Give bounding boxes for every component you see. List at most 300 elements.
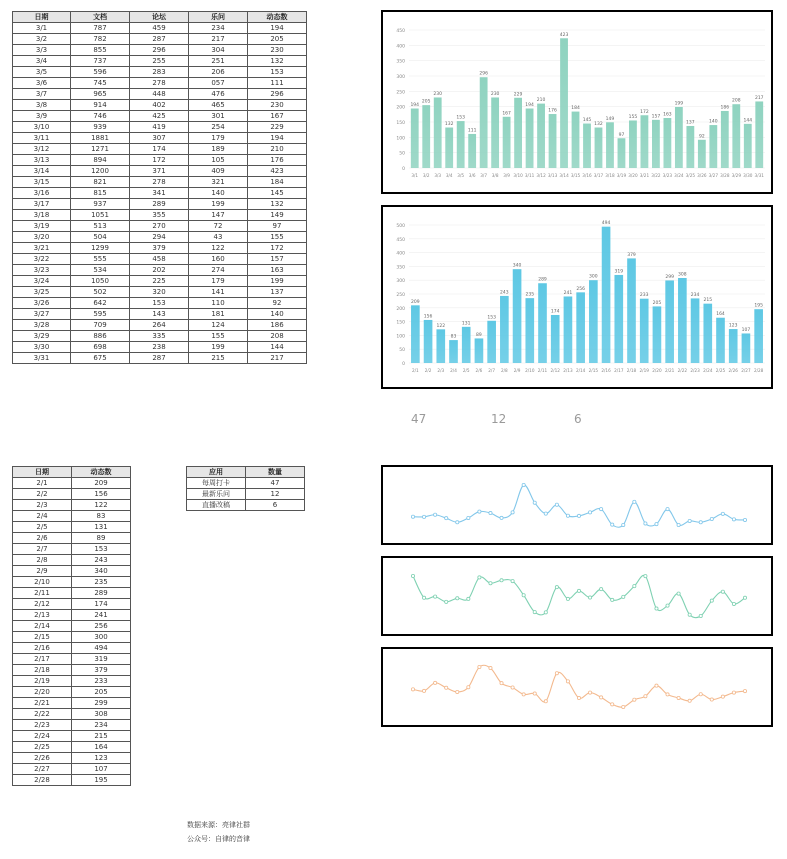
- data-point: [478, 665, 481, 668]
- table-cell: 直播改稿: [187, 500, 246, 511]
- table-cell: 243: [72, 555, 131, 566]
- table-cell: 1051: [71, 210, 130, 221]
- bar: [457, 121, 465, 168]
- x-tick-label: 3/19: [616, 173, 627, 178]
- table-cell: 555: [71, 254, 130, 265]
- data-point: [655, 522, 658, 525]
- bar: [742, 333, 751, 363]
- table-row: [13, 155, 307, 166]
- y-tick-label: 450: [396, 29, 405, 34]
- table-cell: 181: [189, 309, 248, 320]
- table-cell: 215: [189, 353, 248, 364]
- table-cell: 147: [189, 210, 248, 221]
- table-cell: 274: [189, 265, 248, 276]
- table-cell: 111: [248, 78, 307, 89]
- data-point: [588, 596, 591, 599]
- table-cell: 642: [71, 298, 130, 309]
- table-cell: 2/13: [13, 610, 72, 621]
- data-label: 132: [594, 122, 603, 128]
- table-row: [13, 742, 131, 753]
- y-tick-label: 200: [396, 105, 405, 111]
- data-point: [411, 688, 414, 691]
- data-point: [688, 613, 691, 616]
- table-cell: 202: [130, 265, 189, 276]
- table-row: [13, 588, 131, 599]
- table-row: [13, 67, 307, 78]
- y-tick-label: 350: [396, 265, 405, 271]
- x-tick-label: 3/14: [559, 173, 569, 178]
- table-cell: 3/8: [13, 100, 71, 111]
- table-cell: 2/5: [13, 522, 72, 533]
- table-cell: 1881: [71, 133, 130, 144]
- x-tick-label: 2/8: [500, 368, 508, 373]
- x-tick-label: 3/3: [434, 173, 442, 178]
- bar: [618, 138, 626, 168]
- bar: [576, 292, 585, 363]
- table-cell: 2/1: [13, 478, 72, 489]
- table-cell: 2/10: [13, 577, 72, 588]
- table-cell: 230: [248, 45, 307, 56]
- data-point: [633, 585, 636, 588]
- x-tick-label: 3/30: [743, 173, 753, 178]
- x-tick-label: 3/16: [582, 173, 592, 178]
- data-point: [611, 598, 614, 601]
- data-point: [467, 597, 470, 600]
- table-cell: 215: [72, 731, 131, 742]
- x-tick-label: 2/16: [601, 368, 611, 373]
- table-cell: 每周打卡: [187, 478, 246, 489]
- data-point: [644, 522, 647, 525]
- data-label: 379: [627, 252, 636, 258]
- bar: [755, 101, 763, 168]
- table-cell: 3/21: [13, 243, 71, 254]
- bar: [716, 318, 725, 363]
- data-label: 137: [686, 120, 695, 126]
- table-cell: 2/7: [13, 544, 72, 555]
- table-row: [13, 232, 307, 243]
- table-cell: 278: [130, 78, 189, 89]
- table-cell: 3/28: [13, 320, 71, 331]
- data-label: 319: [614, 269, 624, 275]
- bar: [606, 122, 614, 168]
- table-cell: 157: [248, 254, 307, 265]
- data-point: [600, 588, 603, 591]
- table-cell: 2/24: [13, 731, 72, 742]
- y-tick-label: 100: [396, 136, 405, 142]
- table-row: [13, 566, 131, 577]
- x-tick-label: 2/22: [677, 368, 688, 373]
- table-cell: 92: [248, 298, 307, 309]
- table-cell: 208: [248, 331, 307, 342]
- table-row: [13, 221, 307, 232]
- x-tick-label: 3/9: [503, 173, 510, 178]
- table-cell: 3/6: [13, 78, 71, 89]
- data-point: [500, 682, 503, 685]
- data-point: [566, 514, 569, 517]
- x-tick-label: 2/25: [715, 368, 726, 373]
- data-label: 194: [410, 103, 420, 109]
- data-label: 97: [618, 132, 625, 138]
- data-label: 122: [436, 323, 446, 329]
- bar: [491, 97, 499, 168]
- data-point: [710, 517, 713, 520]
- table-cell: 194: [248, 133, 307, 144]
- table-cell: 504: [71, 232, 130, 243]
- table-row: [13, 632, 131, 643]
- data-point: [489, 666, 492, 669]
- table-row: [13, 309, 307, 320]
- table-cell: 289: [130, 199, 189, 210]
- table-row: [13, 643, 131, 654]
- x-tick-label: 2/5: [462, 368, 470, 373]
- x-tick-label: 3/17: [593, 173, 604, 178]
- data-point: [710, 599, 713, 602]
- data-label: 256: [576, 286, 585, 292]
- table-cell: 3/7: [13, 89, 71, 100]
- feb-bar-chart-panel: [381, 205, 773, 389]
- table-cell: 234: [189, 23, 248, 34]
- data-label: 132: [444, 122, 454, 128]
- table-cell: 3/29: [13, 331, 71, 342]
- table-cell: 172: [248, 243, 307, 254]
- data-point: [511, 686, 514, 689]
- y-tick-label: 450: [396, 237, 405, 243]
- header-cell: 应用: [187, 467, 246, 478]
- data-point: [511, 511, 514, 514]
- bar: [422, 105, 430, 168]
- table-row: [13, 709, 131, 720]
- table-cell: 105: [189, 155, 248, 166]
- table-cell: 2/19: [13, 676, 72, 687]
- table-cell: 189: [189, 144, 248, 155]
- table-cell: 057: [189, 78, 248, 89]
- table-cell: 140: [248, 309, 307, 320]
- table-row: [13, 111, 307, 122]
- table-cell: 97: [248, 221, 307, 232]
- table-cell: 89: [72, 533, 131, 544]
- table-cell: 251: [189, 56, 248, 67]
- table-cell: 3/4: [13, 56, 71, 67]
- table-cell: 234: [72, 720, 131, 731]
- table-cell: 194: [248, 23, 307, 34]
- table-cell: 2/23: [13, 720, 72, 731]
- table-cell: 3/3: [13, 45, 71, 56]
- bar: [675, 107, 683, 168]
- x-tick-label: 2/11: [537, 368, 548, 373]
- table-cell: 321: [189, 177, 248, 188]
- table-cell: 199: [248, 276, 307, 287]
- data-point: [434, 681, 437, 684]
- table-cell: 132: [248, 199, 307, 210]
- table-cell: 737: [71, 56, 130, 67]
- table-cell: 最新乐问: [187, 489, 246, 500]
- data-point: [655, 684, 658, 687]
- data-point: [633, 698, 636, 701]
- table-row: [13, 544, 131, 555]
- table-cell: 149: [248, 210, 307, 221]
- table-cell: 3/1: [13, 23, 71, 34]
- x-tick-label: 3/28: [720, 173, 730, 178]
- table-cell: 3/30: [13, 342, 71, 353]
- forum-line-chart: [383, 558, 771, 634]
- table-row: [13, 511, 131, 522]
- table-cell: 595: [71, 309, 130, 320]
- table-cell: 153: [248, 67, 307, 78]
- data-point: [666, 693, 669, 696]
- bar: [653, 306, 662, 363]
- table-row: [13, 166, 307, 177]
- table-cell: 371: [130, 166, 189, 177]
- bar: [538, 283, 547, 363]
- table-cell: 122: [189, 243, 248, 254]
- table-cell: 3/25: [13, 287, 71, 298]
- header-cell: 日期: [13, 467, 72, 478]
- table-cell: 821: [71, 177, 130, 188]
- header-cell: 数量: [246, 467, 305, 478]
- table-cell: 2/6: [13, 533, 72, 544]
- data-point: [710, 698, 713, 701]
- bar: [709, 125, 717, 168]
- table-cell: 2/15: [13, 632, 72, 643]
- docs-line-chart-panel: [381, 465, 773, 545]
- table-row: [13, 78, 307, 89]
- table-cell: 3/13: [13, 155, 71, 166]
- bar: [525, 298, 534, 363]
- data-point: [743, 596, 746, 599]
- data-label: 140: [709, 119, 718, 125]
- data-point: [445, 517, 448, 520]
- data-point: [622, 523, 625, 526]
- y-tick-label: 400: [396, 44, 405, 50]
- data-point: [577, 514, 580, 517]
- table-cell: 3/31: [13, 353, 71, 364]
- x-tick-label: 2/26: [728, 368, 738, 373]
- data-point: [422, 689, 425, 692]
- bar: [602, 227, 611, 363]
- data-point: [622, 595, 625, 598]
- table-row: [13, 533, 131, 544]
- bar: [500, 296, 509, 363]
- data-label: 83: [450, 334, 457, 340]
- data-point: [721, 512, 724, 515]
- bar: [663, 118, 671, 168]
- data-point: [577, 696, 580, 699]
- table-cell: 287: [130, 34, 189, 45]
- data-point: [677, 592, 680, 595]
- table-row: [13, 100, 307, 111]
- y-tick-label: 150: [396, 121, 405, 126]
- data-label: 145: [582, 118, 592, 124]
- x-tick-label: 3/12: [536, 173, 546, 178]
- data-point: [456, 521, 459, 524]
- table-cell: 2/18: [13, 665, 72, 676]
- table-cell: 144: [248, 342, 307, 353]
- x-tick-label: 3/31: [754, 173, 764, 178]
- data-point: [544, 700, 547, 703]
- table-row: [13, 654, 131, 665]
- table-cell: 179: [189, 276, 248, 287]
- table-cell: 124: [189, 320, 248, 331]
- x-tick-label: 2/14: [575, 368, 586, 373]
- table-row: [13, 353, 307, 364]
- table-cell: 3/2: [13, 34, 71, 45]
- series-line: [413, 665, 745, 707]
- bar: [434, 97, 442, 168]
- table-cell: 270: [130, 221, 189, 232]
- table-cell: 72: [189, 221, 248, 232]
- bar: [703, 304, 712, 363]
- data-label: 215: [703, 298, 713, 304]
- table-cell: 140: [189, 188, 248, 199]
- data-point: [732, 518, 735, 521]
- data-label: 164: [716, 312, 725, 318]
- bar: [411, 109, 419, 168]
- table-row: [13, 500, 131, 511]
- table-row: [13, 56, 307, 67]
- table-cell: 299: [72, 698, 131, 709]
- bar: [583, 124, 591, 168]
- data-point: [555, 586, 558, 589]
- table-row: [13, 210, 307, 221]
- bar: [641, 115, 649, 168]
- x-tick-label: 3/22: [651, 173, 661, 178]
- table-cell: 3/12: [13, 144, 71, 155]
- data-label: 340: [512, 263, 522, 269]
- y-tick-label: 400: [396, 251, 405, 257]
- data-point: [566, 680, 569, 683]
- data-label: 163: [663, 112, 672, 118]
- data-label: 157: [651, 114, 661, 120]
- data-label: 111: [467, 128, 477, 134]
- table-cell: 123: [72, 753, 131, 764]
- series-line: [413, 485, 745, 527]
- x-tick-label: 2/24: [703, 368, 713, 373]
- table-cell: 241: [72, 610, 131, 621]
- table-cell: 225: [130, 276, 189, 287]
- table-cell: 458: [130, 254, 189, 265]
- table-cell: 254: [189, 122, 248, 133]
- table-cell: 229: [248, 122, 307, 133]
- y-tick-label: 100: [396, 334, 405, 340]
- x-tick-label: 2/28: [753, 368, 764, 373]
- data-point: [688, 519, 691, 522]
- table-cell: 379: [72, 665, 131, 676]
- table-cell: 914: [71, 100, 130, 111]
- data-label: 234: [690, 292, 700, 298]
- table-cell: 132: [248, 56, 307, 67]
- table-cell: 301: [189, 111, 248, 122]
- table-row: [13, 287, 307, 298]
- header-cell: 论坛: [130, 12, 189, 23]
- bar: [445, 128, 453, 168]
- data-label: 299: [665, 274, 674, 280]
- data-point: [456, 597, 459, 600]
- table-cell: 355: [130, 210, 189, 221]
- table-cell: 2/20: [13, 687, 72, 698]
- y-tick-label: 250: [396, 293, 405, 298]
- table-row: [13, 478, 131, 489]
- data-point: [600, 696, 603, 699]
- table-row: [13, 177, 307, 188]
- table-cell: 1050: [71, 276, 130, 287]
- x-tick-label: 2/19: [639, 368, 649, 373]
- data-point: [732, 691, 735, 694]
- table-cell: 296: [130, 45, 189, 56]
- bar: [526, 109, 534, 168]
- x-tick-label: 2/6: [475, 368, 483, 373]
- data-label: 208: [731, 98, 741, 104]
- table-cell: 143: [130, 309, 189, 320]
- table-cell: 296: [248, 89, 307, 100]
- y-tick-label: 500: [396, 224, 405, 229]
- x-tick-label: 3/18: [605, 173, 615, 178]
- table-cell: 1200: [71, 166, 130, 177]
- x-tick-label: 3/25: [685, 173, 696, 178]
- x-tick-label: 3/29: [731, 173, 741, 178]
- x-tick-label: 3/27: [708, 173, 719, 178]
- march-table-header: [13, 12, 307, 23]
- table-cell: 122: [72, 500, 131, 511]
- table-row: [13, 577, 131, 588]
- data-label: 167: [502, 111, 511, 117]
- bar: [537, 104, 545, 168]
- table-cell: 494: [72, 643, 131, 654]
- table-cell: 233: [72, 676, 131, 687]
- bar: [475, 338, 484, 363]
- data-label: 144: [743, 118, 753, 124]
- data-point: [644, 575, 647, 578]
- table-cell: 283: [130, 67, 189, 78]
- bar: [513, 269, 522, 363]
- x-tick-label: 2/2: [424, 368, 432, 373]
- table-cell: 3/20: [13, 232, 71, 243]
- x-tick-label: 2/1: [411, 368, 419, 373]
- table-row: [13, 687, 131, 698]
- bar: [551, 315, 560, 363]
- bar: [462, 327, 471, 363]
- data-point: [666, 604, 669, 607]
- data-label: 494: [601, 221, 611, 227]
- bar: [589, 280, 598, 363]
- table-row: [13, 199, 307, 210]
- table-cell: 319: [72, 654, 131, 665]
- data-point: [688, 699, 691, 702]
- bar: [411, 305, 420, 363]
- x-tick-label: 2/4: [450, 368, 457, 373]
- table-cell: 153: [72, 544, 131, 555]
- table-row: [13, 276, 307, 287]
- data-label: 209: [411, 299, 420, 305]
- x-tick-label: 3/26: [697, 173, 707, 178]
- table-row: [13, 775, 131, 786]
- table-cell: 110: [189, 298, 248, 309]
- table-cell: 206: [189, 67, 248, 78]
- data-point: [611, 523, 614, 526]
- march-data-table: [12, 11, 307, 364]
- table-cell: 308: [72, 709, 131, 720]
- table-row: [13, 265, 307, 276]
- x-tick-label: 2/18: [626, 368, 637, 373]
- data-label: 155: [628, 114, 638, 120]
- table-cell: 256: [72, 621, 131, 632]
- table-row: [13, 144, 307, 155]
- data-label: 235: [525, 292, 535, 298]
- table-cell: 300: [72, 632, 131, 643]
- bar: [640, 299, 649, 363]
- table-cell: 2/9: [13, 566, 72, 577]
- x-tick-label: 2/9: [513, 368, 521, 373]
- bar: [686, 126, 694, 168]
